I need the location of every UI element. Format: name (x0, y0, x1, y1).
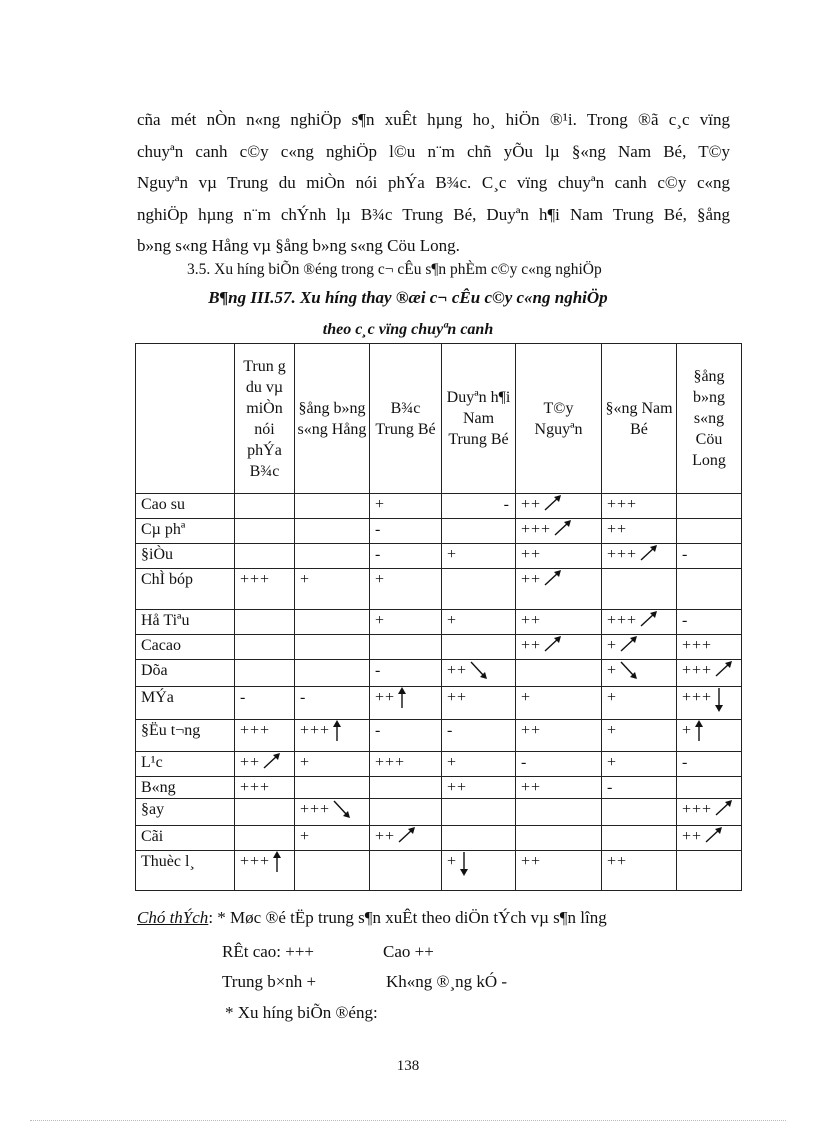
table-row (136, 635, 742, 660)
table-cell (370, 826, 442, 851)
table-cell (295, 752, 370, 777)
concentration-value: ++ (375, 689, 396, 706)
trend-arrow-up-icon (332, 720, 342, 748)
table-cell (295, 569, 370, 610)
concentration-value: - (375, 722, 382, 739)
concentration-value: + (447, 612, 458, 629)
table-cell (516, 687, 602, 720)
table-cell (370, 544, 442, 569)
concentration-value: ++ (447, 662, 468, 679)
table-cell (370, 610, 442, 635)
table-cell (370, 752, 442, 777)
table-caption: B¶ng III.57. Xu híng thay ®æi c¬ cÊu c©y c«ng nghiÖp (208, 288, 608, 307)
table-cell (442, 544, 516, 569)
table-cell (295, 720, 370, 752)
concentration-value: + (607, 662, 618, 679)
trend-arrow-up-right-icon (553, 519, 573, 543)
header-cell: Trun g du vµ miÒn nói phÝa B¾c (235, 344, 295, 494)
notes-line-1 (137, 908, 607, 928)
table-cell (370, 660, 442, 687)
concentration-value: ++ (607, 521, 628, 538)
concentration-value: + (682, 722, 693, 739)
concentration-value: + (375, 612, 386, 629)
table-cell (295, 826, 370, 851)
concentration-value: + (447, 754, 458, 771)
table-caption-subtitle: theo c¸c vïng chuyªn canh (322, 321, 494, 338)
concentration-value: - (682, 546, 689, 563)
table-cell (677, 660, 742, 687)
concentration-value: + (300, 754, 311, 771)
table-cell (295, 660, 370, 687)
table-cell (602, 799, 677, 826)
crop-name: Cãi (136, 826, 235, 851)
concentration-value: +++ (682, 689, 713, 706)
concentration-value: +++ (682, 637, 713, 654)
concentration-value: ++ (447, 779, 468, 796)
table-cell (235, 610, 295, 635)
table-cell (295, 635, 370, 660)
crop-name: §iÒu (136, 544, 235, 569)
concentration-value: ++ (521, 722, 542, 739)
table-cell (442, 799, 516, 826)
table-cell (442, 752, 516, 777)
table-cell (235, 544, 295, 569)
table-cell (370, 687, 442, 720)
concentration-value: ++ (521, 571, 542, 588)
table-cell (442, 851, 516, 891)
crop-name: L¹c (136, 752, 235, 777)
crop-name: MÝa (136, 687, 235, 720)
table-cell (677, 799, 742, 826)
table-row (136, 826, 742, 851)
body-paragraph (137, 104, 730, 262)
concentration-value: ++ (682, 828, 703, 845)
legend-medium: Trung b×nh + (222, 972, 317, 991)
crop-name: Dõa (136, 660, 235, 687)
table-cell (602, 569, 677, 610)
header-cell: T©y Nguyªn (516, 344, 602, 494)
legend-high: Cao ++ (383, 942, 434, 961)
table-cell (295, 687, 370, 720)
table-cell (602, 777, 677, 799)
table-row (136, 660, 742, 687)
concentration-value: + (447, 546, 458, 563)
crop-name: ChÌ bóp (136, 569, 235, 610)
table-row (136, 720, 742, 752)
table-cell (370, 494, 442, 519)
table-cell (235, 851, 295, 891)
trend-arrow-down-right-icon (332, 799, 352, 825)
table-cell (677, 851, 742, 891)
table-cell (677, 610, 742, 635)
header-corner (136, 344, 235, 494)
concentration-value: +++ (607, 546, 638, 563)
table-cell (442, 569, 516, 610)
table-row (136, 799, 742, 826)
concentration-value: ++ (521, 853, 542, 870)
table-cell (370, 777, 442, 799)
crop-trend-table (135, 343, 742, 891)
table-cell (602, 720, 677, 752)
table-cell (602, 687, 677, 720)
table-row (136, 610, 742, 635)
table-cell (442, 687, 516, 720)
concentration-value: - (682, 612, 689, 629)
table-cell (370, 569, 442, 610)
table-cell (235, 752, 295, 777)
concentration-value: + (607, 722, 618, 739)
concentration-value: + (607, 689, 618, 706)
table-cell (602, 851, 677, 891)
header-cell: §«ng Nam Bé (602, 344, 677, 494)
concentration-value: - (682, 754, 689, 771)
trend-arrow-up-right-icon (543, 635, 563, 659)
table-header-row (136, 344, 742, 494)
table-cell (370, 799, 442, 826)
trend-arrow-down-right-icon (619, 660, 639, 686)
trend-arrow-down-icon (459, 851, 469, 883)
table-cell (602, 660, 677, 687)
table-cell (295, 799, 370, 826)
trend-arrow-up-icon (397, 687, 407, 715)
legend-insignificant: Kh«ng ®¸ng kÓ - (386, 972, 508, 991)
concentration-value: - (375, 521, 382, 538)
crop-name: Cao su (136, 494, 235, 519)
concentration-value: - (503, 496, 510, 513)
table-row (136, 494, 742, 519)
concentration-value: + (300, 571, 311, 588)
concentration-value: ++ (375, 828, 396, 845)
table-cell (677, 687, 742, 720)
table-cell (370, 519, 442, 544)
table-cell (677, 752, 742, 777)
concentration-value: + (521, 689, 532, 706)
table-cell (442, 610, 516, 635)
table-cell (370, 635, 442, 660)
trend-arrow-up-right-icon (397, 826, 417, 850)
table-cell (677, 635, 742, 660)
concentration-value: + (300, 828, 311, 845)
table-cell (516, 519, 602, 544)
table-cell (235, 826, 295, 851)
concentration-value: ++ (521, 546, 542, 563)
table-cell (235, 799, 295, 826)
concentration-value: ++ (607, 853, 628, 870)
page-number: 138 (396, 1058, 420, 1074)
table-cell (235, 519, 295, 544)
table-row (136, 519, 742, 544)
table-cell (602, 519, 677, 544)
table-cell (602, 635, 677, 660)
table-row (136, 851, 742, 891)
table-cell (235, 660, 295, 687)
table-cell (442, 519, 516, 544)
paragraph-line: nghiÖp hµng n¨m chÝnh lµ B¾c Trung Bé, Duyªn h¶i Nam Trung Bé, §ång (137, 204, 730, 224)
concentration-value: - (607, 779, 614, 796)
trend-arrow-up-right-icon (714, 799, 734, 823)
concentration-value: ++ (521, 779, 542, 796)
table-cell (516, 799, 602, 826)
concentration-value: +++ (240, 779, 271, 796)
header-cell: §ång b»ng s«ng Hång (295, 344, 370, 494)
concentration-value: +++ (240, 853, 271, 870)
trend-arrow-down-right-icon (469, 660, 489, 686)
notes-text: : * Møc ®é tËp trung s¶n xuÊt theo diÖn tÝch vµ s¶n lîng (208, 908, 607, 927)
concentration-value: +++ (682, 662, 713, 679)
concentration-value: - (375, 662, 382, 679)
table-cell (295, 610, 370, 635)
trend-arrow-up-right-icon (543, 569, 563, 593)
table-cell (235, 569, 295, 610)
table-cell (677, 569, 742, 610)
table-cell (516, 635, 602, 660)
table-row (136, 544, 742, 569)
table-cell (602, 610, 677, 635)
table-cell (442, 720, 516, 752)
trend-arrow-up-right-icon (714, 660, 734, 684)
table-cell (677, 777, 742, 799)
table-cell (516, 826, 602, 851)
table-cell (602, 826, 677, 851)
table-row (136, 569, 742, 610)
table-cell (602, 544, 677, 569)
table-cell (602, 752, 677, 777)
trend-arrow-up-right-icon (262, 752, 282, 776)
concentration-value: - (375, 546, 382, 563)
concentration-value: ++ (240, 754, 261, 771)
table-cell (516, 544, 602, 569)
footer-divider (30, 1120, 786, 1121)
concentration-value: + (607, 754, 618, 771)
legend-very-high: RÊt cao: +++ (222, 942, 315, 961)
trend-arrow-up-right-icon (704, 826, 724, 850)
table-cell (442, 777, 516, 799)
table-cell (295, 777, 370, 799)
table-cell (370, 851, 442, 891)
table-cell (677, 494, 742, 519)
trend-arrow-up-icon (694, 720, 704, 748)
paragraph-line: chuyªn canh c©y c«ng nghiÖp l©u n¨m chñ yÕu lµ §«ng Nam Bé, T©y (137, 141, 730, 161)
table-cell (516, 610, 602, 635)
table-cell (602, 494, 677, 519)
concentration-value: + (607, 637, 618, 654)
concentration-value: +++ (300, 801, 331, 818)
crop-name: Cµ phª (136, 519, 235, 544)
crop-name: Thuèc l¸ (136, 851, 235, 891)
table-cell (235, 720, 295, 752)
table-cell (677, 544, 742, 569)
table-cell (516, 851, 602, 891)
concentration-value: +++ (682, 801, 713, 818)
concentration-value: ++ (521, 637, 542, 654)
concentration-value: - (240, 689, 247, 706)
concentration-value: ++ (447, 689, 468, 706)
concentration-value: +++ (521, 521, 552, 538)
table-cell (516, 777, 602, 799)
table-cell (295, 851, 370, 891)
concentration-value: ++ (521, 496, 542, 513)
concentration-value: + (375, 496, 386, 513)
trend-arrow-up-right-icon (639, 610, 659, 634)
crop-name: §ay (136, 799, 235, 826)
trend-arrow-up-right-icon (619, 635, 639, 659)
section-heading: 3.5. Xu híng biÕn ®éng trong c¬ cÊu s¶n phÈm c©y c«ng nghiÖp (187, 261, 602, 278)
table-cell (516, 720, 602, 752)
table-cell (235, 687, 295, 720)
concentration-value: ++ (521, 612, 542, 629)
table-cell (442, 660, 516, 687)
concentration-value: + (375, 571, 386, 588)
table-row (136, 752, 742, 777)
table-cell (295, 544, 370, 569)
table-row (136, 777, 742, 799)
notes-label: Chó thÝch (137, 908, 209, 927)
table-cell (295, 494, 370, 519)
crop-name: Hå Tiªu (136, 610, 235, 635)
concentration-value: +++ (240, 722, 271, 739)
table-cell (442, 826, 516, 851)
concentration-value: +++ (240, 571, 271, 588)
trend-arrow-up-icon (272, 851, 282, 879)
trend-arrow-up-right-icon (543, 494, 563, 518)
concentration-value: +++ (300, 722, 331, 739)
paragraph-line: b»ng s«ng Hång vµ §ång b»ng s«ng Cöu Long. (137, 236, 460, 255)
table-cell (677, 519, 742, 544)
table-cell (516, 752, 602, 777)
concentration-value: +++ (607, 496, 638, 513)
table-cell (516, 569, 602, 610)
table-cell (235, 777, 295, 799)
table-cell (677, 826, 742, 851)
table-cell (516, 660, 602, 687)
table-cell (442, 494, 516, 519)
table-cell (295, 519, 370, 544)
crop-name: §Ëu t¬ng (136, 720, 235, 752)
concentration-value: - (521, 754, 528, 771)
table-cell (516, 494, 602, 519)
concentration-value: + (447, 853, 458, 870)
table-cell (235, 635, 295, 660)
paragraph-line: cña mét nÒn n«ng nghiÖp s¶n xuÊt hµng ho¸ hiÖn ®¹i. Trong ®ã c¸c vïng (137, 110, 730, 129)
header-cell: Duyªn h¶i Nam Trung Bé (442, 344, 516, 494)
paragraph-line: Nguyªn vµ Trung du miÒn nói phÝa B¾c. C¸c vïng chuyªn canh c©y c«ng (137, 173, 730, 192)
table-cell (442, 635, 516, 660)
crop-name: B«ng (136, 777, 235, 799)
table-cell (677, 720, 742, 752)
concentration-value: - (447, 722, 454, 739)
crop-name: Cacao (136, 635, 235, 660)
table-cell (370, 720, 442, 752)
trend-arrow-down-icon (714, 687, 724, 719)
table-row (136, 687, 742, 720)
concentration-value: +++ (607, 612, 638, 629)
trend-arrow-up-right-icon (639, 544, 659, 568)
trend-note: * Xu híng biÕn ®éng: (225, 1003, 378, 1022)
concentration-value: +++ (375, 754, 406, 771)
table-cell (235, 494, 295, 519)
header-cell: B¾c Trung Bé (370, 344, 442, 494)
header-cell: §ång b»ng s«ng Cöu Long (677, 344, 742, 494)
concentration-value: - (300, 689, 307, 706)
